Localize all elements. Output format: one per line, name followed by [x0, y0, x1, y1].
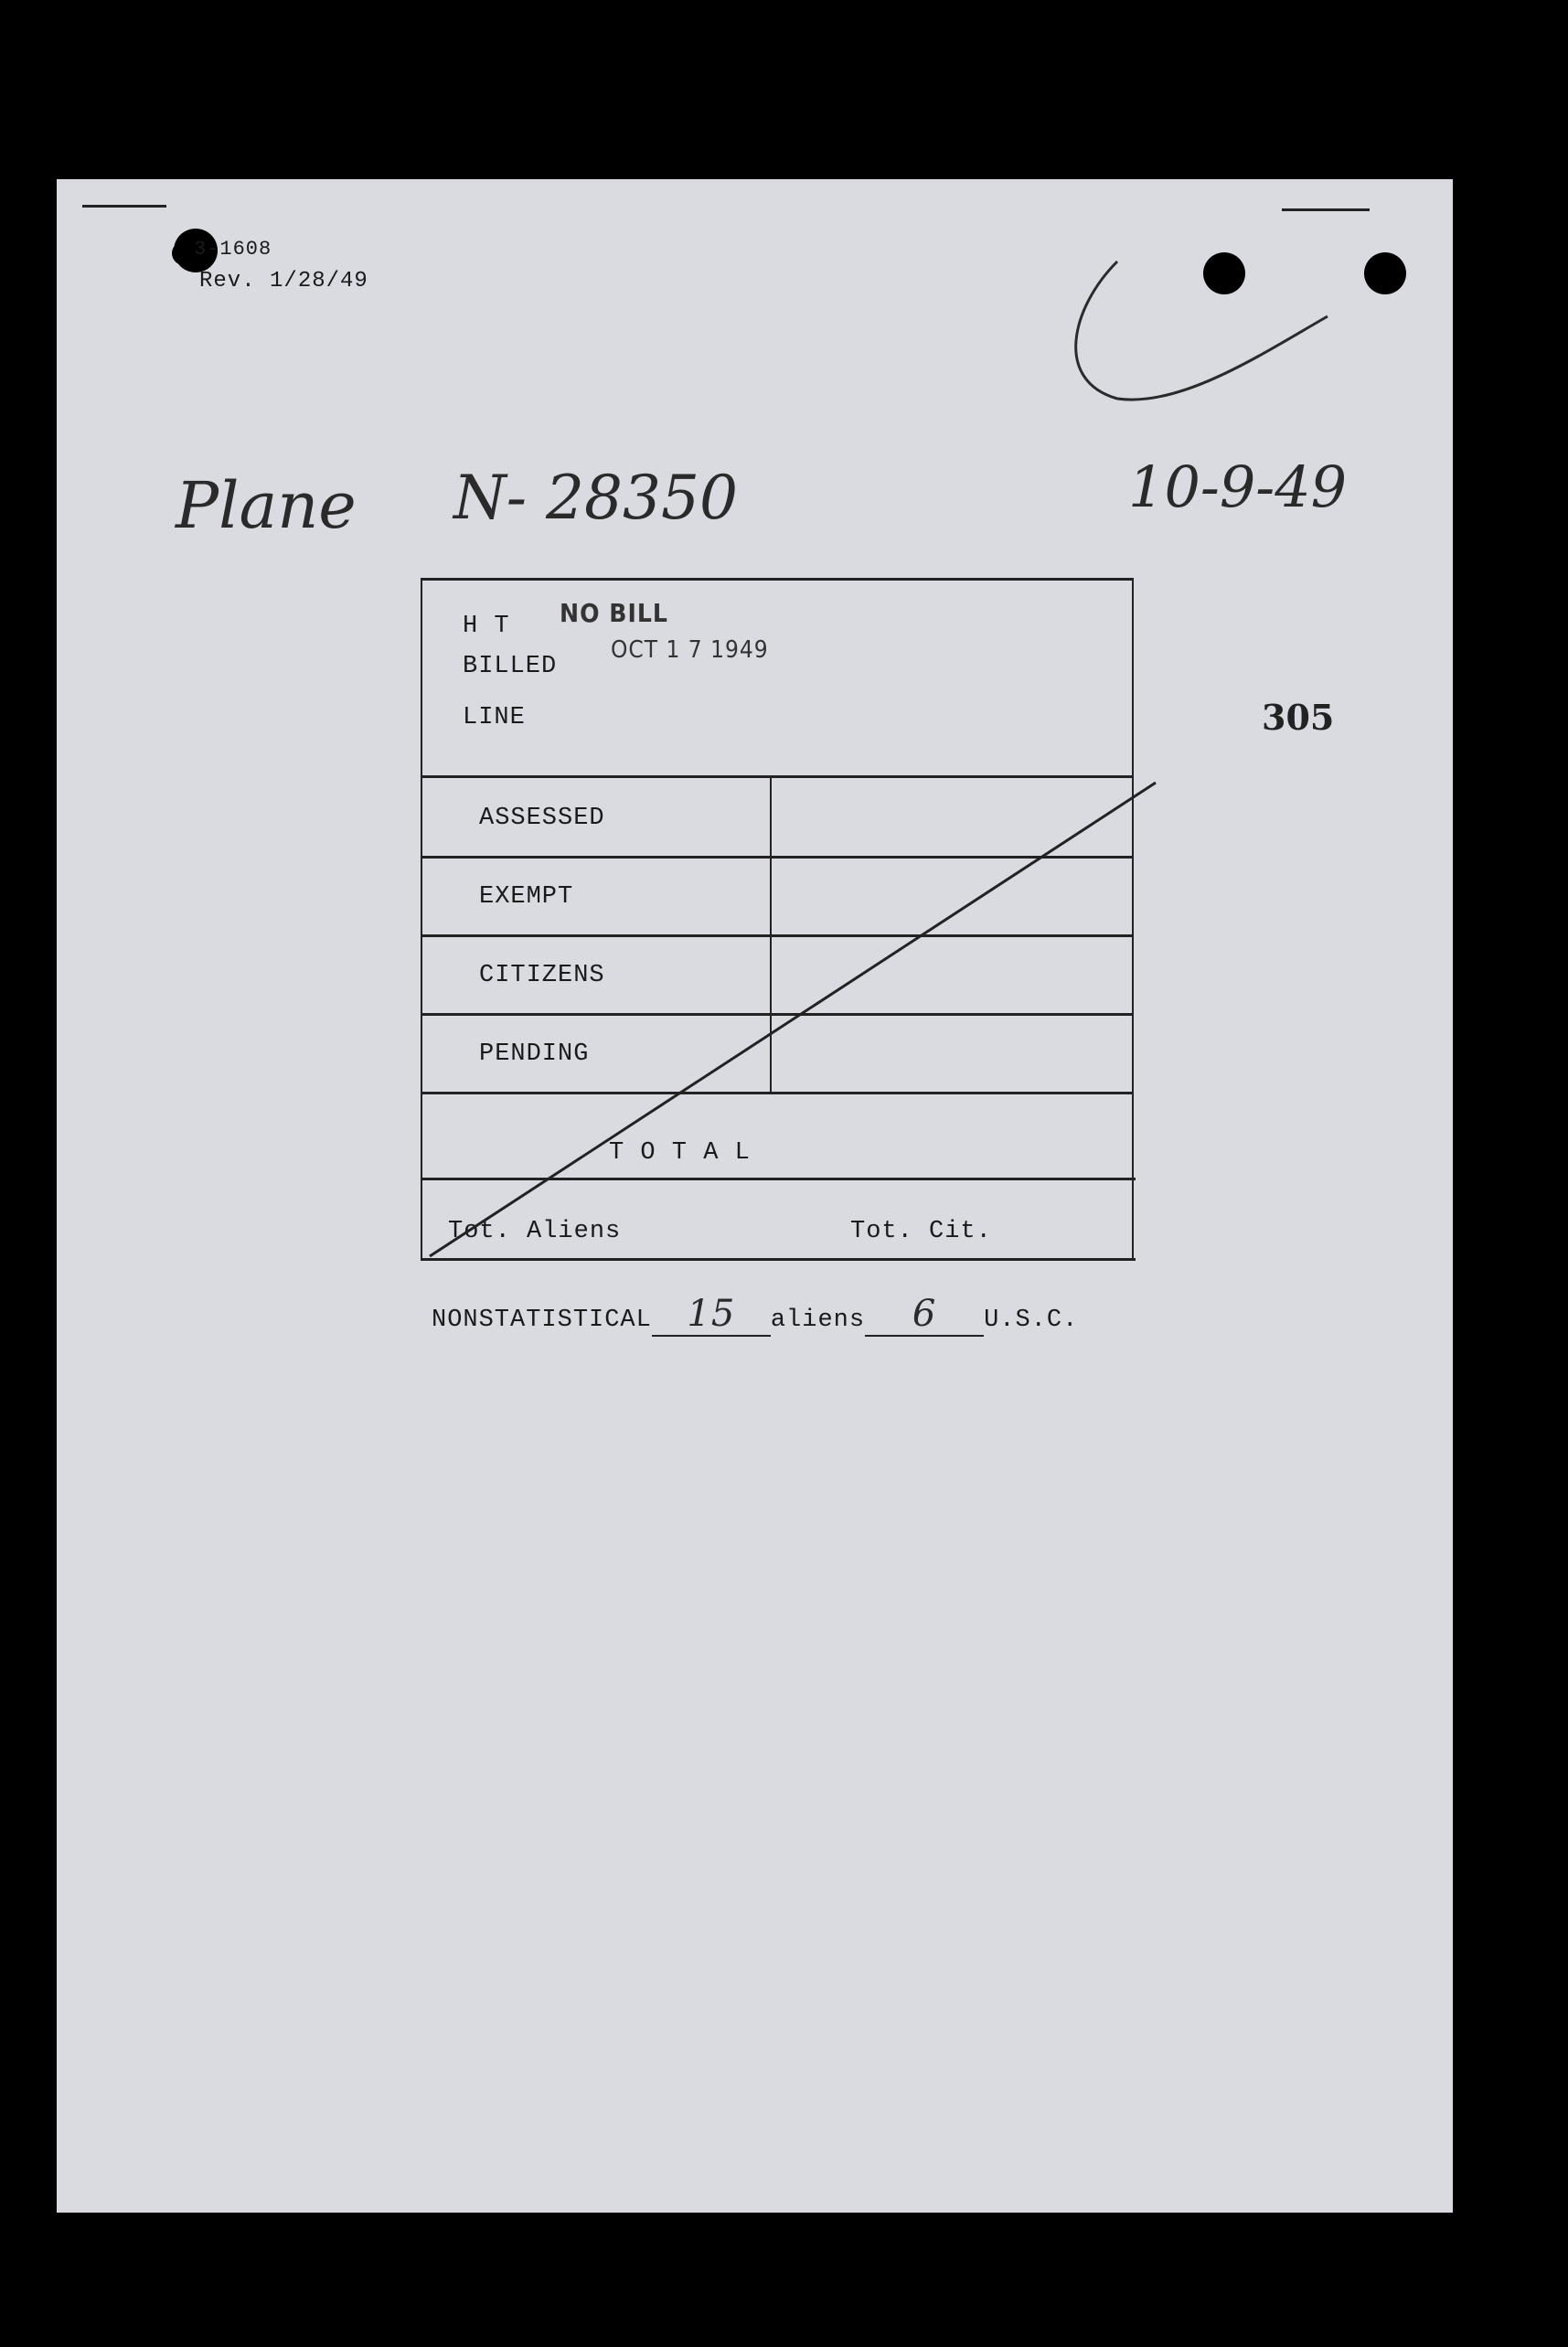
header-billed: BILLED	[463, 653, 558, 680]
header-ht: H T	[463, 613, 510, 640]
row-assessed: ASSESSED	[479, 805, 605, 832]
total-label: T O T A L	[609, 1139, 751, 1167]
manifest-table	[421, 578, 1194, 1264]
check-mark-scribble	[1062, 252, 1337, 435]
row-exempt: EXEMPT	[479, 883, 574, 911]
nonstat-label: NONSTATISTICAL	[432, 1307, 652, 1334]
row-pending: PENDING	[479, 1040, 590, 1068]
arrival-date: 10-9-49	[1128, 453, 1348, 520]
form-revision: Rev. 1/28/49	[199, 269, 368, 293]
usc-label: U.S.C.	[984, 1307, 1079, 1334]
vessel-type: Plane	[176, 468, 357, 543]
aliens-label: aliens	[770, 1307, 866, 1334]
cancel-diagonal-line	[421, 578, 1194, 1264]
form-number: 3-1608	[194, 238, 272, 261]
no-bill-stamp: NO BILL	[560, 598, 668, 628]
vessel-number: N- 28350	[453, 463, 738, 533]
top-left-mark	[82, 205, 166, 208]
tot-aliens-label: Tot. Aliens	[448, 1218, 622, 1245]
tot-cit-label: Tot. Cit.	[850, 1218, 992, 1245]
row-citizens: CITIZENS	[479, 962, 605, 989]
date-stamp: OCT 1 7 1949	[611, 636, 769, 664]
page-number-stamp: 305	[1262, 697, 1335, 738]
punch-hole-top-right-2	[1364, 252, 1406, 294]
document-page	[57, 179, 1453, 2213]
nonstat-usc-count: 6	[912, 1293, 937, 1335]
punch-hole-left-small	[172, 241, 196, 265]
header-line: LINE	[463, 704, 526, 731]
nonstat-aliens-count: 15	[687, 1293, 736, 1335]
nonstatistical-line	[432, 1293, 1078, 1337]
top-right-mark	[1282, 208, 1370, 211]
